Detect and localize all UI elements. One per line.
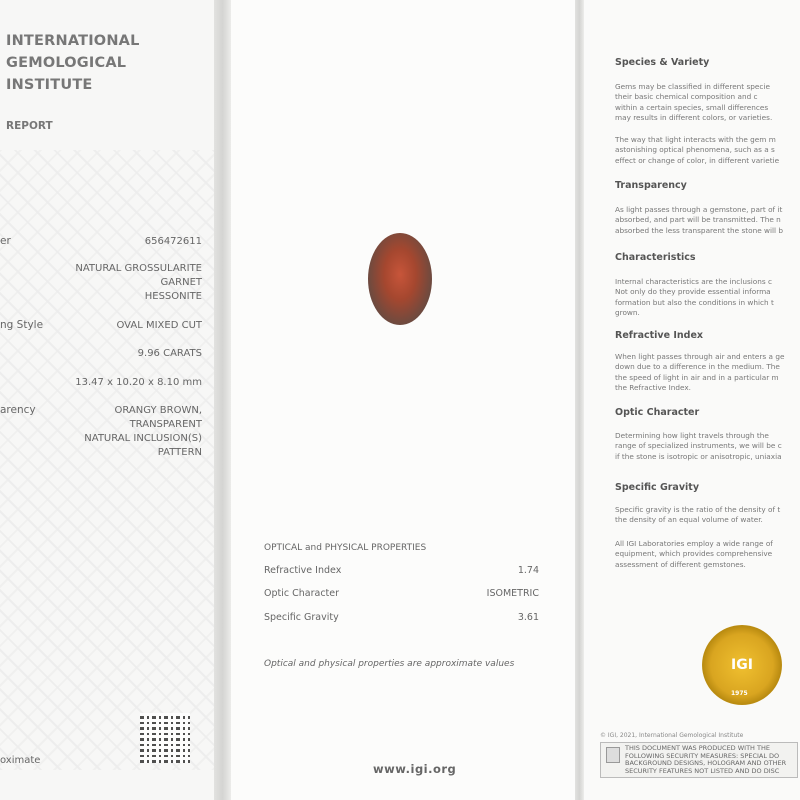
paragraph-line: the speed of light in air and in a particular m bbox=[615, 372, 779, 382]
field-label: ng Style bbox=[0, 319, 44, 331]
document-lock-icon bbox=[606, 747, 620, 763]
paragraph-line: the Refractive Index. bbox=[615, 382, 692, 392]
logo-line: INTERNATIONAL bbox=[6, 33, 140, 49]
logo-line: GEMOLOGICAL bbox=[6, 55, 127, 71]
properties-title: OPTICAL and PHYSICAL PROPERTIES bbox=[264, 543, 427, 553]
section-heading: Optic Character bbox=[615, 407, 700, 418]
website-link[interactable]: www.igi.org bbox=[373, 762, 457, 776]
section-paragraph bbox=[615, 352, 800, 393]
section-heading: Transparency bbox=[615, 180, 687, 191]
section-heading: Characteristics bbox=[615, 252, 696, 263]
seal-year: 1975 bbox=[731, 690, 748, 697]
value-line: PATTERN bbox=[157, 447, 202, 458]
variety-value: HESSONITE bbox=[144, 291, 202, 302]
paragraph-line: Not only do they provide essential informa bbox=[615, 287, 771, 297]
property-value: 1.74 bbox=[517, 565, 539, 576]
page-fold bbox=[214, 0, 231, 800]
property-label: Specific Gravity bbox=[264, 612, 339, 623]
paragraph-line: assessment of different gemstones. bbox=[615, 559, 746, 569]
section-paragraph bbox=[615, 82, 800, 123]
paragraph-line: Specific gravity is the ratio of the density of t bbox=[615, 505, 781, 514]
property-row bbox=[264, 588, 539, 599]
paragraph-line: grown. bbox=[615, 307, 640, 317]
footer-fragment: oximate bbox=[0, 755, 41, 766]
page-fold bbox=[575, 0, 584, 800]
section-paragraph bbox=[615, 277, 800, 318]
security-notice bbox=[600, 742, 798, 778]
paragraph-line: When light passes through air and enters a ge bbox=[615, 352, 785, 361]
section-paragraph bbox=[615, 135, 800, 166]
color-transparency-value bbox=[115, 404, 203, 432]
paragraph-line: absorbed the less transparent the stone will b bbox=[615, 225, 784, 235]
property-row bbox=[264, 612, 539, 623]
weight-value: 9.96 CARATS bbox=[137, 348, 202, 359]
paragraph-line: range of specialized instruments, we will be c bbox=[615, 441, 782, 451]
paragraph-line: the density of an equal volume of water. bbox=[615, 515, 763, 525]
igi-logo-text bbox=[6, 30, 140, 96]
security-line: THIS DOCUMENT WAS PRODUCED WITH THE FOLLOWING SECURITY MEASURES: SPECIAL DO bbox=[625, 744, 780, 760]
field-label: arency bbox=[0, 404, 36, 416]
paragraph-line: may results in different colors, or varieties. bbox=[615, 112, 773, 122]
gemstone-photo bbox=[368, 233, 432, 325]
paragraph-line: The way that light interacts with the gem m bbox=[615, 135, 776, 144]
approximate-note: Optical and physical properties are approximate values bbox=[264, 659, 515, 669]
logo-line: INSTITUTE bbox=[6, 77, 93, 93]
property-row bbox=[264, 565, 539, 576]
paragraph-line: their basic chemical composition and c bbox=[615, 92, 758, 102]
value-line: GARNET bbox=[160, 277, 202, 288]
species-value bbox=[75, 262, 202, 290]
security-line: BACKGROUND DESIGNS, HOLOGRAM AND OTHER SECURITY FEATURES NOT LISTED AND DO DISC bbox=[625, 759, 787, 775]
property-value: 3.61 bbox=[517, 612, 539, 623]
measurements-value: 13.47 x 10.20 x 8.10 mm bbox=[75, 377, 202, 388]
section-heading: Specific Gravity bbox=[615, 482, 700, 493]
paragraph-line: within a certain species, small differences bbox=[615, 102, 769, 112]
comments-value bbox=[84, 432, 202, 460]
section-paragraph bbox=[615, 539, 800, 570]
paragraph-line: All IGI Laboratories employ a wide range of bbox=[615, 539, 773, 548]
value-line: NATURAL INCLUSION(S) bbox=[84, 433, 202, 444]
copyright: © IGI, 2021, International Gemological Institute bbox=[600, 732, 744, 739]
cut-value: OVAL MIXED CUT bbox=[116, 320, 202, 331]
property-value: ISOMETRIC bbox=[486, 588, 539, 599]
paragraph-line: formation but also the conditions in which t bbox=[615, 297, 774, 307]
value-line: NATURAL GROSSULARITE bbox=[75, 263, 202, 274]
report-middle-panel bbox=[231, 0, 575, 800]
seal-text: IGI bbox=[731, 657, 753, 673]
paragraph-line: absorbed, and part will be transmitted. The n bbox=[615, 215, 781, 225]
paragraph-line: astonishing optical phenomena, such as a s bbox=[615, 145, 775, 155]
section-heading: Refractive Index bbox=[615, 330, 704, 341]
report-number: 656472611 bbox=[144, 236, 202, 247]
paragraph-line: equipment, which provides comprehensive bbox=[615, 549, 773, 559]
paragraph-line: down due to a difference in the medium. The bbox=[615, 362, 780, 372]
value-line: TRANSPARENT bbox=[129, 419, 202, 430]
section-paragraph bbox=[615, 205, 800, 236]
paragraph-line: Determining how light travels through the bbox=[615, 431, 769, 440]
section-paragraph bbox=[615, 431, 800, 462]
paragraph-line: As light passes through a gemstone, part of it bbox=[615, 205, 783, 214]
report-left-panel bbox=[0, 0, 214, 800]
paragraph-line: Internal characteristics are the inclusions c bbox=[615, 277, 773, 286]
property-label: Refractive Index bbox=[264, 565, 342, 576]
section-paragraph bbox=[615, 505, 800, 526]
paragraph-line: Gems may be classified in different specie bbox=[615, 82, 770, 91]
value-line: ORANGY BROWN, bbox=[114, 405, 202, 416]
paragraph-line: effect or change of color, in different varietie bbox=[615, 155, 780, 165]
section-heading: Species & Variety bbox=[615, 57, 710, 68]
qr-code[interactable] bbox=[140, 713, 190, 763]
property-label: Optic Character bbox=[264, 588, 340, 599]
field-label: er bbox=[0, 235, 11, 247]
paragraph-line: if the stone is isotropic or anisotropic, uniaxia bbox=[615, 451, 782, 461]
report-label: REPORT bbox=[6, 120, 53, 132]
